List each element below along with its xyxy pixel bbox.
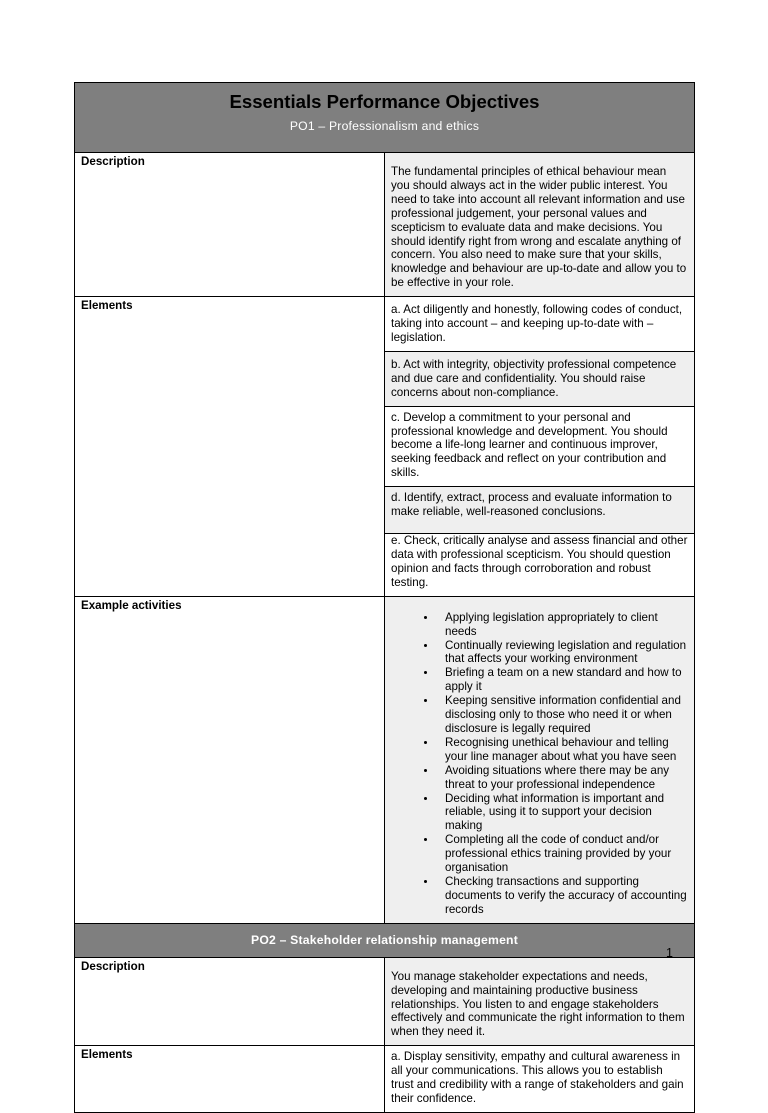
list-item: • Checking transactions and supporting documents to verify the accuracy of accounting records [437,875,688,917]
list-item: • Keeping sensitive information confidential and disclosing only to those who need it or when disclosure is legally required [437,694,688,736]
po1-element-c: c. Develop a commitment to your personal and professional knowledge and development. You should become a life-long learner and continuous improver, seeking feedback and reflect on your contribution and skills. [385,406,695,487]
po2-heading: PO2 – Stakeholder relationship management [75,923,695,957]
po1-elements-label: Elements [75,297,385,597]
list-item: • Applying legislation appropriately to client needs [437,611,688,639]
document-title: Essentials Performance Objectives [229,91,540,112]
list-item: • Avoiding situations where there may be any threat to your professional independence [437,764,688,792]
po1-element-b: b. Act with integrity, objectivity professional competence and due care and confidentiality. You should raise concerns about non-compliance. [385,351,695,406]
list-item: • Continually reviewing legislation and regulation that affects your working environment [437,639,688,667]
po1-description-label: Description [75,153,385,297]
po1-description: The fundamental principles of ethical behaviour mean you should always act in the wider public interest. You need to take into account all relevant information and use professional judgement, your personal values and scepticism to evaluate data and make decisions. You should identify right from wrong and escalate anything of concern. You also need to make sure that your skills, knowledge and behaviour are up-to-date and allow you to be effective in your role. [385,153,695,297]
performance-objectives-table [74,82,695,1113]
po1-element-e: e. Check, critically analyse and assess financial and other data with professional scepticism. You should question opinion and facts through corroboration and robust testing. [385,534,695,597]
list-item: • Completing all the code of conduct and/or professional ethics training provided by your organisation [437,833,688,875]
po1-element-d: d. Identify, extract, process and evaluate information to make reliable, well-reasoned conclusions. [385,487,695,534]
po1-activities-list [391,611,688,917]
po1-element-a: a. Act diligently and honestly, following codes of conduct, taking into account – and keeping up-to-date with – legislation. [385,297,695,352]
list-item: • Briefing a team on a new standard and how to apply it [437,666,688,694]
po2-description: You manage stakeholder expectations and needs, developing and maintaining productive business relationships. You listen to and engage stakeholders effectively and communicate the right information to them when they need it. [385,957,695,1046]
po2-elements-label: Elements [75,1046,385,1113]
table-header [75,83,695,153]
page-number: 1 [666,946,673,960]
po2-description-label: Description [75,957,385,1046]
list-item: • Deciding what information is important and reliable, using it to support your decision making [437,792,688,834]
po2-element-a: a. Display sensitivity, empathy and cultural awareness in all your communications. This allows you to establish trust and credibility with a range of stakeholders and gain their confidence. [385,1046,695,1113]
po1-activities-label: Example activities [75,596,385,923]
list-item: • Recognising unethical behaviour and telling your line manager about what you have seen [437,736,688,764]
po1-heading: PO1 – Professionalism and ethics [289,119,480,133]
po1-activities-cell [385,596,695,923]
